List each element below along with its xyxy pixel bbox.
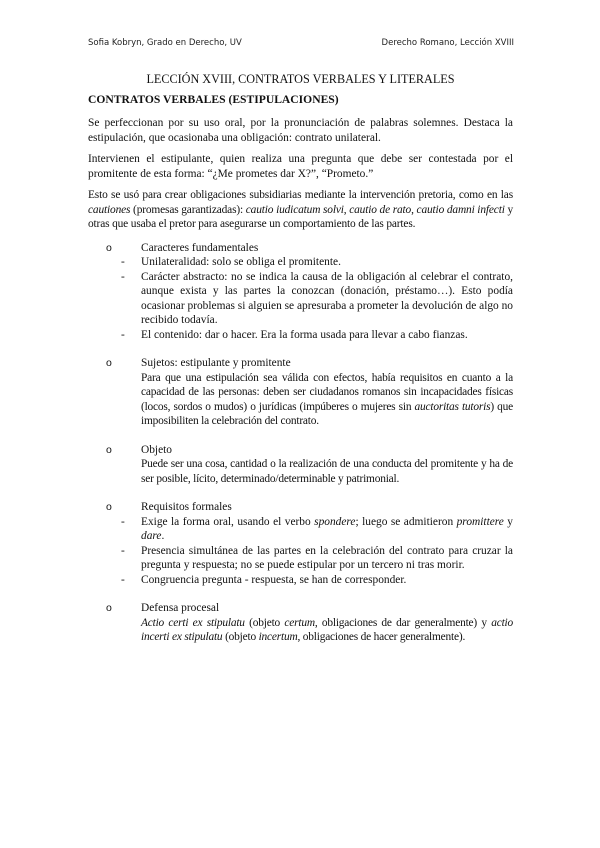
section-text: Puede ser una cosa, cantidad o la realización de una conducta del promitente y ha de ser posible, lícito, determinado/determinable y patrimonial. (141, 458, 513, 485)
italic-term: certum (284, 616, 315, 629)
dash-marker: - (121, 573, 125, 586)
bullet-marker: o (106, 602, 112, 614)
section-title: Defensa procesal (141, 602, 220, 614)
list-item (121, 255, 513, 270)
header-right: Derecho Romano, Lección XVIII (381, 38, 514, 48)
bullet-marker: o (106, 357, 112, 369)
list-item-text: Carácter abstracto: no se indica la causa de la obligación al celebrar el contrato, aunque exista y las partes la conozcan (donación, préstamo…). Esto podía ocasionar problemas si alguien se apresuraba a prometer la devolución de algo no recibido todavía. (141, 270, 513, 326)
section-text (141, 371, 513, 429)
text-span: (objeto (244, 616, 285, 629)
paragraph-3 (88, 188, 513, 232)
text-span: y otras que usaba el pretor para asegurarse un comportamiento de las partes. (88, 203, 514, 230)
text-span: , obligaciones de hacer generalmente). (297, 631, 466, 643)
section-defensa (88, 601, 513, 645)
bullet-marker: o (106, 241, 112, 254)
italic-term: incertum (258, 631, 298, 643)
italic-term: auctoritas tutoris (414, 400, 491, 413)
document-body (88, 72, 513, 645)
list-item (121, 573, 513, 588)
dash-marker: - (121, 515, 125, 528)
list-item-text: Unilateralidad: solo se obliga el promitente. (141, 256, 341, 268)
italic-term: promittere (456, 515, 504, 528)
text-span: Para que una estipulación sea válida con efectos, había requisitos en cuanto a la capacidad de las personas: deben ser ciudadanos romanos sin incapacidades físicas (locos, sordos o mudos) o jurídicas (impúberes o mujeres sin (141, 371, 513, 413)
header-left: Sofia Kobryn, Grado en Derecho, UV (88, 38, 242, 48)
dash-marker: - (121, 270, 125, 283)
italic-term: Actio certi ex stipulatu (141, 616, 245, 629)
dash-list (121, 255, 513, 342)
section-objeto (88, 443, 513, 487)
section-title: Objeto (141, 443, 173, 456)
paragraph-2: Intervienen el estipulante, quien realiza una pregunta que debe ser contestada por el promitente de esta forma: “¿Me prometes dar X?”, “Prometo.” (88, 153, 513, 180)
section-title: Sujetos: estipulante y promitente (141, 357, 291, 369)
text-span: (promesas garantizadas): (130, 203, 246, 216)
list-item-text: Presencia simultánea de las partes en la celebración del contrato para cruzar la pregunta y respuesta; no se puede estipular por un tercero ni tras morir. (141, 544, 513, 571)
dash-list (121, 515, 514, 588)
bullet-marker: o (106, 501, 112, 513)
italic-term: dare (141, 530, 162, 542)
section-caracteres (88, 241, 513, 343)
text-span: ; luego se admitieron (355, 515, 457, 528)
text-span: , obligaciones de dar generalmente) y (314, 616, 492, 629)
italic-term: cautio damni infecti (416, 203, 505, 216)
text-span: , (411, 203, 417, 216)
list-item (121, 328, 513, 343)
text-span: ) que imposibiliten la celebración del contrato. (141, 400, 513, 427)
section-title: Requisitos formales (141, 501, 232, 513)
italic-term: actio incerti ex stipulatu (141, 616, 513, 643)
list-item-text: Congruencia pregunta - respuesta, se han de corresponder. (141, 573, 407, 586)
section-sujetos (88, 356, 513, 429)
section-requisitos (88, 500, 513, 587)
text-span: Esto se usó para crear obligaciones subsidiarias mediante la intervención pretoria, como en las (88, 189, 513, 201)
dash-marker: - (121, 328, 125, 341)
italic-term: cautio iudicatum solvi (245, 203, 344, 216)
italic-term: cautio de rato (349, 203, 412, 216)
section-text (141, 616, 513, 645)
text-span: , (343, 203, 350, 216)
list-item-text: El contenido: dar o hacer. Era la forma usada para llevar a cabo fianzas. (141, 328, 468, 341)
paragraph-1: Se perfeccionan por su uso oral, por la pronunciación de palabras solemnes. Destaca la estipulación, que ocasionaba una obligación: contrato unilateral. (88, 117, 513, 144)
list-item (121, 544, 513, 573)
dash-marker: - (121, 256, 125, 268)
text-span: Exige la forma oral, usando el verbo (141, 515, 315, 528)
text-span: . (161, 530, 165, 542)
section-title: Caracteres fundamentales (141, 241, 259, 254)
italic-term: spondere (314, 515, 356, 528)
document-title: LECCIÓN XVIII, CONTRATOS VERBALES Y LITERALES (146, 72, 455, 86)
dash-marker: - (121, 544, 125, 557)
section-heading: CONTRATOS VERBALES (ESTIPULACIONES) (88, 92, 339, 106)
text-span: y (503, 515, 514, 528)
italic-term: cautiones (88, 203, 131, 216)
bullet-marker: o (106, 443, 112, 456)
text-span: (objeto (222, 631, 259, 643)
list-item (121, 270, 513, 328)
list-item (121, 515, 514, 544)
